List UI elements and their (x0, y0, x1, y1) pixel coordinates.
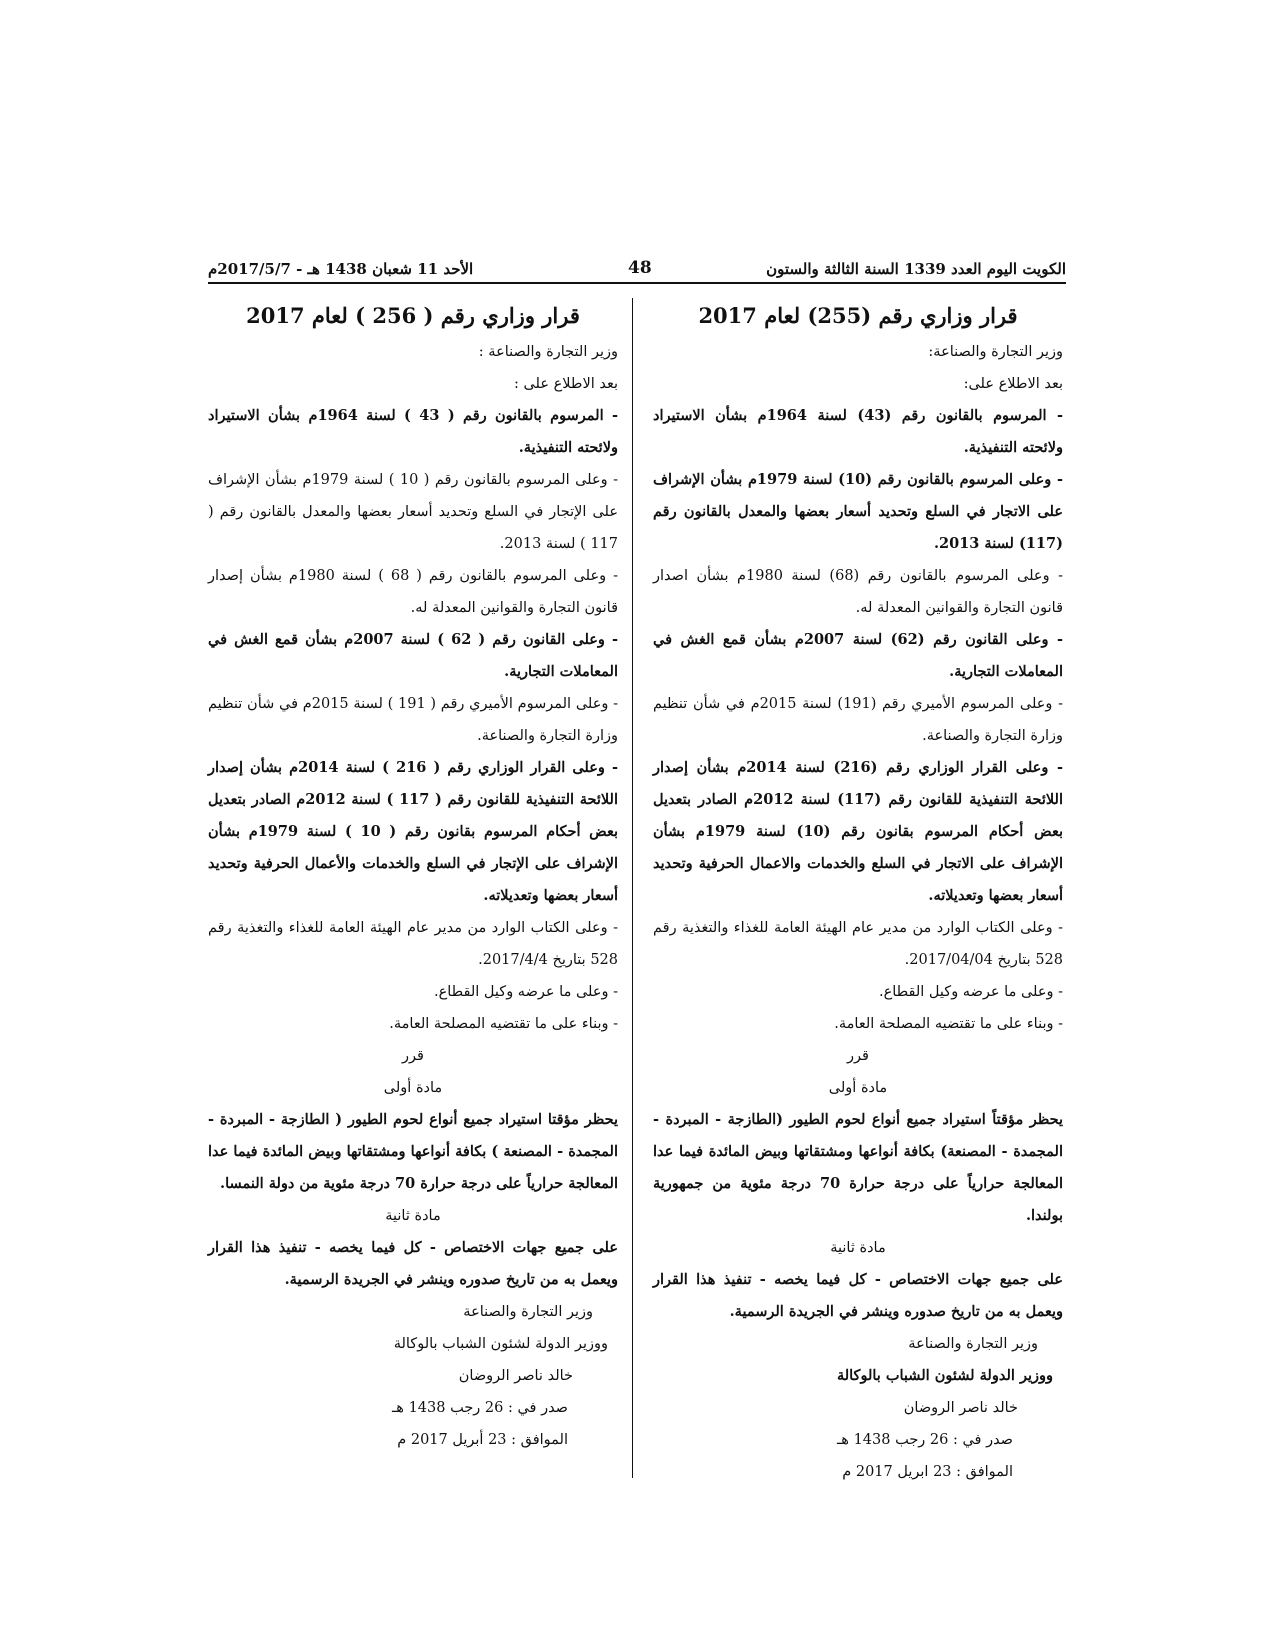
signature-name: خالد ناصر الروضان (458, 1368, 573, 1384)
paragraph: - وعلى القرار الوزاري رقم (216) لسنة 2014م بشأن إصدار اللائحة التنفيذية للقانون رقم (117) لسنة 2012م الصادر بتعديل بعض أحكام المرسوم بقانون رقم (10) لسنة 1979م بشأن الإشراف على الاتجار في السلع والخدمات والاعمال الحرفية وتحديد أسعار بعضها وتعديلاته. (653, 759, 1063, 904)
paragraph: وزير التجارة والصناعة : (478, 344, 618, 360)
paragraph: - وعلى المرسوم الأميري رقم (191) لسنة 2015م في شأن تنظيم وزارة التجارة والصناعة. (653, 696, 1063, 744)
article-body: يحظر مؤقتا استيراد جميع أنواع لحوم الطيور ( الطازجة - المبردة - المجمدة - المصنعة ) بكافة أنواعها ومشتقاتها وبيض المائدة فيما عدا المعالجة حرارياً على درجة حرارة 70 درجة مئوية من دولة النمسا. (208, 1111, 618, 1192)
signature-title: وزير التجارة والصناعة (463, 1304, 593, 1320)
paragraph: - وعلى الكتاب الوارد من مدير عام الهيئة العامة للغذاء والتغذية رقم 528 بتاريخ 2017/4/4. (208, 920, 618, 968)
article-body: يحظر مؤقتاً استيراد جميع أنواع لحوم الطيور (الطازجة - المبردة - المجمدة - المصنعة) بكافة أنواعها ومشتقاتها وبيض المائدة فيما عدا المعالجة حرارياً على درجة حرارة 70 درجة مئوية من جمهورية بولندا. (653, 1111, 1063, 1224)
decision-title: قرار وزاري رقم ( 256 ) لعام 2017 (246, 303, 580, 328)
issue-date: صدر في : 26 رجب 1438 هـ (392, 1400, 568, 1416)
paragraph: - وعلى المرسوم بالقانون رقم ( 10 ) لسنة 1979م بشأن الإشراف على الإتجار في السلع وتحديد أسعار بعضها والمعدل بالقانون رقم ( 117 ) لسنة 2013. (208, 472, 618, 552)
decided-label: قرر (847, 1048, 869, 1064)
gregorian-date: الموافق : 23 ابريل 2017 م (842, 1464, 1013, 1480)
header-issue: الكويت اليوم العدد 1339 السنة الثالثة والستون (766, 260, 1066, 278)
paragraph: - وبناء على ما تقتضيه المصلحة العامة. (834, 1016, 1063, 1032)
decided-label: قرر (402, 1048, 424, 1064)
paragraph: - وعلى المرسوم بالقانون رقم (68) لسنة 1980م بشأن اصدار قانون التجارة والقوانين المعدلة له. (653, 568, 1063, 616)
column-divider (632, 298, 633, 1478)
paragraph: - المرسوم بالقانون رقم ( 43 ) لسنة 1964م بشأن الاستيراد ولائحته التنفيذية. (208, 407, 618, 456)
paragraph: - وعلى المرسوم بالقانون رقم (10) لسنة 1979م بشأن الإشراف على الاتجار في السلع وتحديد أسعار بعضها والمعدل بالقانون رقم (117) لسنة 2013. (653, 471, 1063, 552)
header-date: الأحد 11 شعبان 1438 هـ - 2017/5/7م (208, 260, 474, 278)
article-body: على جميع جهات الاختصاص - كل فيما يخصه - تنفيذ هذا القرار ويعمل به من تاريخ صدوره وينشر في الجريدة الرسمية. (653, 1271, 1063, 1320)
paragraph: - وعلى الكتاب الوارد من مدير عام الهيئة العامة للغذاء والتغذية رقم 528 بتاريخ 2017/04/04. (653, 920, 1063, 968)
paragraph: بعد الاطلاع على : (513, 376, 618, 392)
paragraph: - وعلى ما عرضه وكيل القطاع. (878, 984, 1063, 1000)
signature-title: ووزير الدولة لشئون الشباب بالوكالة (393, 1336, 608, 1352)
paragraph: - المرسوم بالقانون رقم (43) لسنة 1964م بشأن الاستيراد ولائحته التنفيذية. (653, 407, 1063, 456)
paragraph: - وعلى ما عرضه وكيل القطاع. (433, 984, 618, 1000)
signature-title: ووزير الدولة لشئون الشباب بالوكالة (836, 1367, 1053, 1384)
paragraph: - وعلى القانون رقم (62) لسنة 2007م بشأن قمع الغش في المعاملات التجارية. (653, 631, 1063, 680)
article-title: مادة ثانية (385, 1208, 441, 1224)
signature-title: وزير التجارة والصناعة (908, 1336, 1038, 1352)
article-body: على جميع جهات الاختصاص - كل فيما يخصه - تنفيذ هذا القرار ويعمل به من تاريخ صدوره وينشر في الجريدة الرسمية. (208, 1239, 618, 1288)
decision-title: قرار وزاري رقم (255) لعام 2017 (698, 303, 1018, 328)
paragraph: - وبناء على ما تقتضيه المصلحة العامة. (389, 1016, 618, 1032)
paragraph: - وعلى القانون رقم ( 62 ) لسنة 2007م بشأن قمع الغش في المعاملات التجارية. (208, 631, 618, 680)
paragraph: - وعلى المرسوم بالقانون رقم ( 68 ) لسنة 1980م بشأن إصدار قانون التجارة والقوانين المعدلة له. (208, 568, 618, 616)
paragraph: - وعلى المرسوم الأميري رقم ( 191 ) لسنة 2015م في شأن تنظيم وزارة التجارة والصناعة. (208, 696, 618, 744)
page-number: 48 (628, 258, 652, 278)
gregorian-date: الموافق : 23 أبريل 2017 م (397, 1432, 568, 1448)
page-header (208, 250, 1066, 284)
issue-date: صدر في : 26 رجب 1438 هـ (837, 1432, 1013, 1448)
signature-name: خالد ناصر الروضان (903, 1400, 1018, 1416)
decision-256 (208, 298, 618, 1456)
paragraph: وزير التجارة والصناعة: (928, 344, 1063, 360)
article-title: مادة أولى (828, 1080, 888, 1096)
paragraph: بعد الاطلاع على: (963, 376, 1063, 392)
decision-255 (653, 298, 1063, 1488)
paragraph: - وعلى القرار الوزاري رقم ( 216 ) لسنة 2014م بشأن إصدار اللائحة التنفيذية للقانون رقم ( 117 ) لسنة 2012م الصادر بتعديل بعض أحكام المرسوم بقانون رقم ( 10 ) لسنة 1979م بشأن الإشراف على الإتجار في السلع والخدمات والأعمال الحرفية وتحديد أسعار بعضها وتعديلاته. (208, 759, 618, 904)
article-title: مادة ثانية (830, 1240, 886, 1256)
article-title: مادة أولى (383, 1080, 443, 1096)
